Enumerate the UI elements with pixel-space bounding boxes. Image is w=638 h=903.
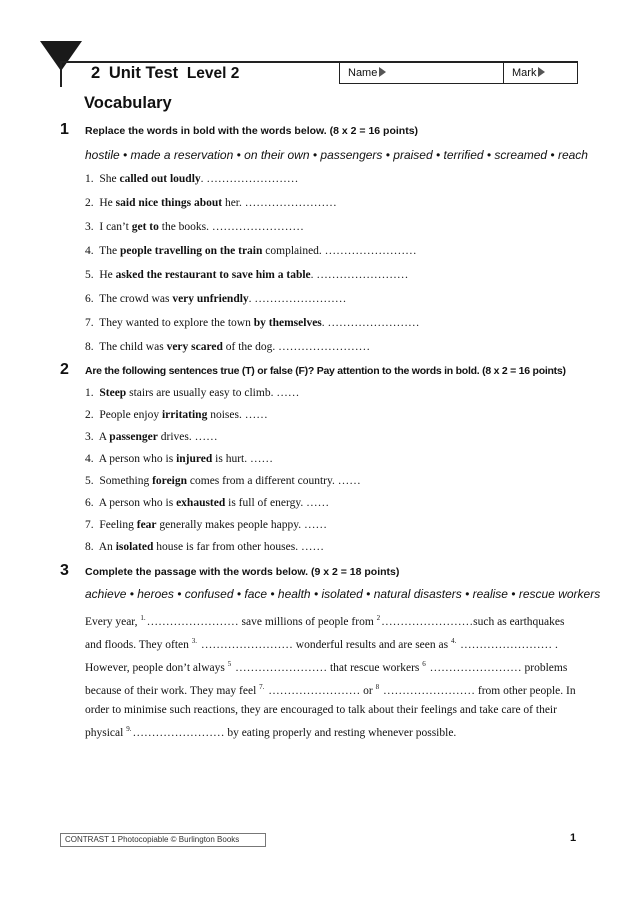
name-field[interactable] (339, 61, 504, 84)
exercise-1-item: 8. The child was very scared of the dog. …………………… (85, 341, 371, 353)
exercise-1-item: 2. He said nice things about her. …………………… (85, 197, 337, 209)
arrow-right-icon (379, 67, 386, 77)
exercise-3-number: 3 (60, 562, 69, 579)
exercise-2-item: 1. Steep stairs are usually easy to climb. …… (85, 387, 300, 399)
exercise-1-word-list: hostile • made a reservation • on their own • passengers • praised • terrified • screamed • reach (85, 148, 588, 162)
exercise-3-passage: Every year, $^{1.}$…………………… save millions of people from $^2$……………………such as earthquakes and floods. They often $^{3.}$ …………………… wonderful results and are seen as $^{4.}$ …………………… . However, people don’t always $^5$ …………………… that rescue workers $^6$ …………………… problems because of their work. They may feel $^{7.}$ …………………… or $^8$ …………………… from other people. In order to minimise such reactions, they are encouraged to talk about their feelings and take care of their physical $^{9.}$…………………… by eating properly and resting whenever possible. (85, 614, 576, 739)
exercise-3-instruction: Complete the passage with the words below. (9 x 2 = 18 points) (85, 566, 400, 578)
exercise-1-item: 1. She called out loudly. …………………… (85, 173, 299, 185)
exercise-2-instruction: Are the following sentences true (T) or false (F)? Pay attention to the words in bold. (8 x 2 = 16 points) (85, 365, 566, 377)
name-label: Name (348, 67, 378, 79)
exercise-2-number: 2 (60, 361, 69, 378)
exercise-2-item: 8. An isolated house is far from other houses. …… (85, 541, 324, 553)
exercise-2-item: 3. A passenger drives. …… (85, 431, 218, 443)
section-title: Vocabulary (84, 94, 172, 112)
exercise-2-item: 6. A person who is exhausted is full of energy. …… (85, 497, 330, 509)
exercise-2-item: 4. A person who is injured is hurt. …… (85, 453, 273, 465)
header-bar (60, 61, 62, 87)
mark-field[interactable] (503, 61, 578, 84)
exercise-2-item: 7. Feeling fear generally makes people happy. …… (85, 519, 327, 531)
exercise-1-item: 7. They wanted to explore the town by themselves. …………………… (85, 317, 420, 329)
exercise-1-item: 6. The crowd was very unfriendly. …………………… (85, 293, 347, 305)
exercise-2-item: 2. People enjoy irritating noises. …… (85, 409, 268, 421)
copyright-footer: CONTRAST 1 Photocopiable © Burlington Books (60, 833, 266, 847)
mark-label: Mark (512, 67, 537, 79)
unit-number: 2 (91, 64, 101, 82)
page-number: 1 (570, 832, 577, 844)
unit-title (91, 64, 239, 83)
exercise-1-item: 3. I can’t get to the books. …………………… (85, 221, 304, 233)
exercise-1-item: 4. The people travelling on the train complained. …………………… (85, 245, 417, 257)
exercise-3-word-list: achieve • heroes • confused • face • health • isolated • natural disasters • realise • rescue workers (85, 587, 601, 601)
unit-label: Unit Test (108, 64, 179, 82)
exercise-1-item: 5. He asked the restaurant to save him a table. …………………… (85, 269, 409, 281)
level-label: Level 2 (186, 65, 240, 82)
arrow-right-icon (538, 67, 545, 77)
exercise-1-instruction: Replace the words in bold with the words below. (8 x 2 = 16 points) (85, 125, 419, 137)
exercise-2-item: 5. Something foreign comes from a different country. …… (85, 475, 361, 487)
exercise-1-number: 1 (60, 121, 69, 138)
